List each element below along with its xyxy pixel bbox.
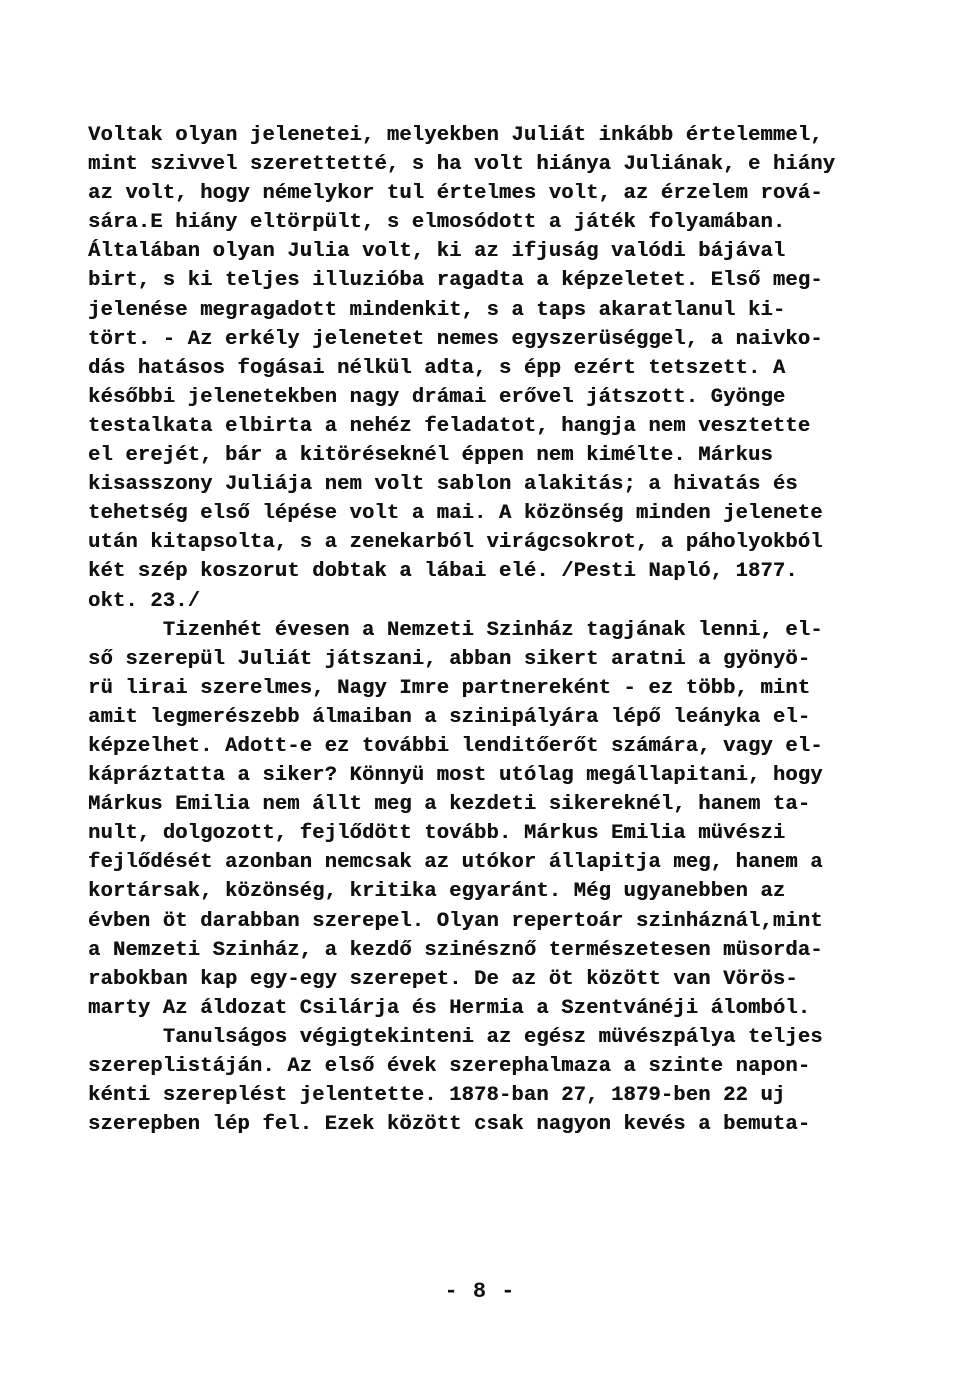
text-line: két szép koszorut dobtak a lábai elé. /Pesti Napló, 1877. [88,560,798,584]
text-line: dás hatásos fogásai nélkül adta, s épp ezért tetszett. A [88,356,786,380]
text-line: birt, s ki teljes illuzióba ragadta a képzeletet. Első meg- [88,269,823,293]
text-line: rabokban kap egy-egy szerepet. De az öt között van Vörös- [88,967,798,991]
text-line: jelenése megragadott mindenkit, s a taps akaratlanul ki- [88,298,786,322]
text-line: mint szivvel szerettetté, s ha volt hiánya Juliának, e hiány [88,153,836,177]
text-line: szereplistáján. Az első évek szerephalmaza a szinte napon- [88,1055,811,1078]
page-number: - 8 - [444,1279,516,1304]
text-line: későbbi jelenetekben nagy drámai erővel játszott. Gyönge [88,385,786,409]
text-line: kénti szereplést jelentette. 1878-ban 27, 1879-ben 22 uj [88,1084,786,1108]
body-text [88,121,878,1139]
text-line: nult, dolgozott, fejlődött tovább. Márkus Emilia müvészi [88,822,786,846]
text-line: el erejét, bár a kitöréseknél éppen nem kimélte. Márkus [88,444,773,468]
text-line: sára.E hiány eltörpült, s elmosódott a játék folyamában. [88,211,786,235]
text-line: tört. - Az erkély jelenetet nemes egyszerüséggel, a naivko- [88,327,823,351]
text-line: fejlődését azonban nemcsak az utókor állapitja meg, hanem a [88,851,823,875]
text-line: szerepben lép fel. Ezek között csak nagyon kevés a bemuta- [88,1113,811,1137]
text-line: tehetség első lépése volt a mai. A közönség minden jelenete [88,502,823,526]
text-line: Márkus Emilia nem állt meg a kezdeti sikereknél, hanem ta- [88,793,811,817]
text-line: kisasszony Juliája nem volt sablon alakitás; a hivatás és [88,473,798,497]
text-line: a Nemzeti Szinház, a kezdő szinésznő természetesen müsorda- [88,938,823,962]
text-line: Voltak olyan jelenetei, melyekben Juliát inkább értelemmel, [88,124,823,147]
text-line: évben öt darabban szerepel. Olyan repertoár szinháznál,mint [88,909,823,933]
text-line: Általában olyan Julia volt, ki az ifjuság valódi bájával [88,240,786,264]
text-line: Tanulságos végigtekinteni az egész müvészpálya teljes [88,1025,823,1049]
text-line: okt. 23./ [88,589,201,613]
text-line: rü lirai szerelmes, Nagy Imre partnereként - ez több, mint [88,676,811,700]
text-line: kápráztatta a siker? Könnyü most utólag megállapitani, hogy [88,764,823,788]
text-line: marty Az áldozat Csilárja és Hermia a Szentvánéji álomból. [88,996,811,1020]
text-line: amit legmerészebb álmaiban a szinipályára lépő leányka el- [88,705,811,729]
text-line: kortársak, közönség, kritika egyaránt. Még ugyanebben az [88,880,786,904]
text-line: ső szerepül Juliát játszani, abban sikert aratni a gyönyö- [88,647,811,671]
text-line: testalkata elbirta a nehéz feladatot, hangja nem vesztette [88,414,811,438]
text-line: az volt, hogy némelykor tul értelmes volt, az érzelem rová- [88,182,823,206]
text-line: Tizenhét évesen a Nemzeti Szinház tagjának lenni, el- [88,618,823,642]
text-line: képzelhet. Adott-e ez további lenditőerőt számára, vagy el- [88,734,823,758]
text-line: után kitapsolta, s a zenekarból virágcsokrot, a páholyokból [88,531,823,555]
